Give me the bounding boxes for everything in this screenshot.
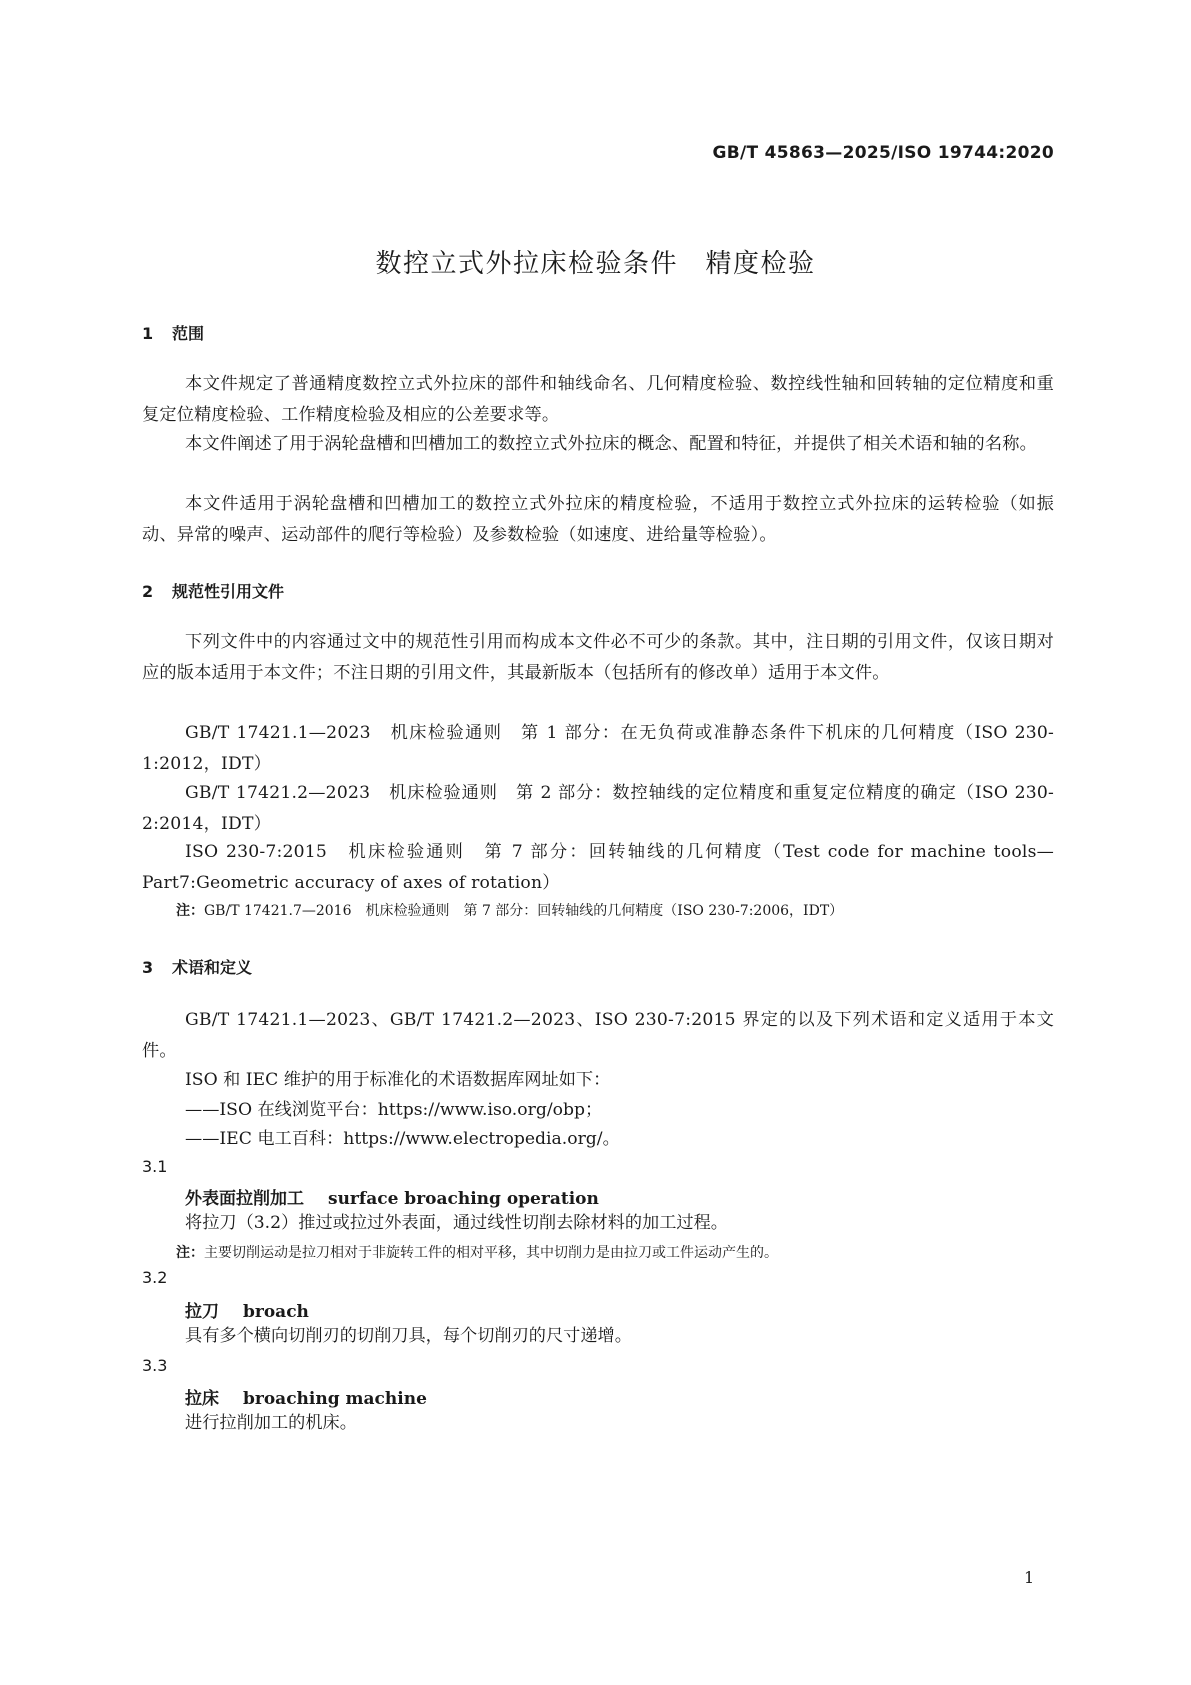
list-item: ——IEC 电工百科：https://www.electropedia.org/。 — [185, 1129, 620, 1149]
paragraph: 本文件阐述了用于涡轮盘槽和凹槽加工的数控立式外拉床的概念、配置和特征，并提供了相关术语和轴的名称。 — [185, 434, 1037, 454]
section-number: 3 — [142, 958, 154, 977]
section-number: 2 — [142, 582, 154, 601]
note-label: 注： — [176, 903, 204, 919]
section-3-heading — [142, 955, 252, 978]
term-en: surface broaching operation — [328, 1189, 599, 1209]
note — [176, 1242, 778, 1262]
term-number: 3.2 — [142, 1268, 168, 1287]
section-number: 1 — [142, 324, 154, 343]
note — [176, 900, 843, 920]
normative-reference: ISO 230-7:2015 机床检验通则 第 7 部分：回转轴线的几何精度（Test code for machine tools—Part7:Geometric accuracy of axes of rotation） — [142, 842, 1054, 893]
term-definition: 将拉刀（3.2）推过或拉过外表面，通过线性切削去除材料的加工过程。 — [185, 1213, 728, 1233]
section-title: 术语和定义 — [172, 958, 253, 977]
term-zh: 拉刀 — [185, 1302, 219, 1322]
list-item: ——ISO 在线浏览平台：https://www.iso.org/obp； — [185, 1100, 603, 1120]
note-text: GB/T 17421.7—2016 机床检验通则 第 7 部分：回转轴线的几何精度（ISO 230-7:2006，IDT） — [204, 903, 844, 919]
term-en: broach — [243, 1302, 309, 1322]
term-zh: 外表面拉削加工 — [185, 1189, 304, 1209]
term-number: 3.1 — [142, 1157, 168, 1176]
section-1-heading — [142, 321, 204, 344]
section-2-heading — [142, 579, 284, 602]
paragraph: GB/T 17421.1—2023、GB/T 17421.2—2023、ISO 230-7:2015 界定的以及下列术语和定义适用于本文件。 — [142, 1010, 1054, 1061]
term-heading — [185, 1184, 599, 1209]
normative-reference: GB/T 17421.1—2023 机床检验通则 第 1 部分：在无负荷或准静态条件下机床的几何精度（ISO 230-1:2012，IDT） — [142, 723, 1054, 774]
term-heading — [185, 1384, 427, 1409]
normative-reference: GB/T 17421.2—2023 机床检验通则 第 2 部分：数控轴线的定位精度和重复定位精度的确定（ISO 230-2:2014，IDT） — [142, 783, 1054, 834]
note-label: 注： — [176, 1245, 204, 1261]
standard-number: GB/T 45863—2025/ISO 19744:2020 — [712, 143, 1054, 163]
term-zh: 拉床 — [185, 1389, 219, 1409]
term-heading — [185, 1297, 309, 1322]
section-title: 规范性引用文件 — [172, 582, 285, 601]
term-definition: 具有多个横向切削刃的切削刀具，每个切削刃的尺寸递增。 — [185, 1326, 632, 1346]
section-title: 范围 — [172, 324, 205, 343]
paragraph: 本文件适用于涡轮盘槽和凹槽加工的数控立式外拉床的精度检验，不适用于数控立式外拉床的运转检验（如振动、异常的噪声、运动部件的爬行等检验）及参数检验（如速度、进给量等检验）。 — [142, 494, 1054, 545]
note-text: 主要切削运动是拉刀相对于非旋转工件的相对平移，其中切削力是由拉刀或工件运动产生的。 — [204, 1245, 778, 1261]
paragraph: ISO 和 IEC 维护的用于标准化的术语数据库网址如下： — [185, 1070, 611, 1090]
document-title: 数控立式外拉床检验条件 精度检验 — [375, 249, 816, 279]
term-en: broaching machine — [243, 1389, 427, 1409]
paragraph: 下列文件中的内容通过文中的规范性引用而构成本文件必不可少的条款。其中，注日期的引用文件，仅该日期对应的版本适用于本文件；不注日期的引用文件，其最新版本（包括所有的修改单）适用于本文件。 — [142, 632, 1054, 683]
term-definition: 进行拉削加工的机床。 — [185, 1413, 357, 1433]
term-number: 3.3 — [142, 1356, 168, 1375]
paragraph: 本文件规定了普通精度数控立式外拉床的部件和轴线命名、几何精度检验、数控线性轴和回转轴的定位精度和重复定位精度检验、工作精度检验及相应的公差要求等。 — [142, 374, 1054, 425]
page-number: 1 — [1024, 1568, 1035, 1587]
